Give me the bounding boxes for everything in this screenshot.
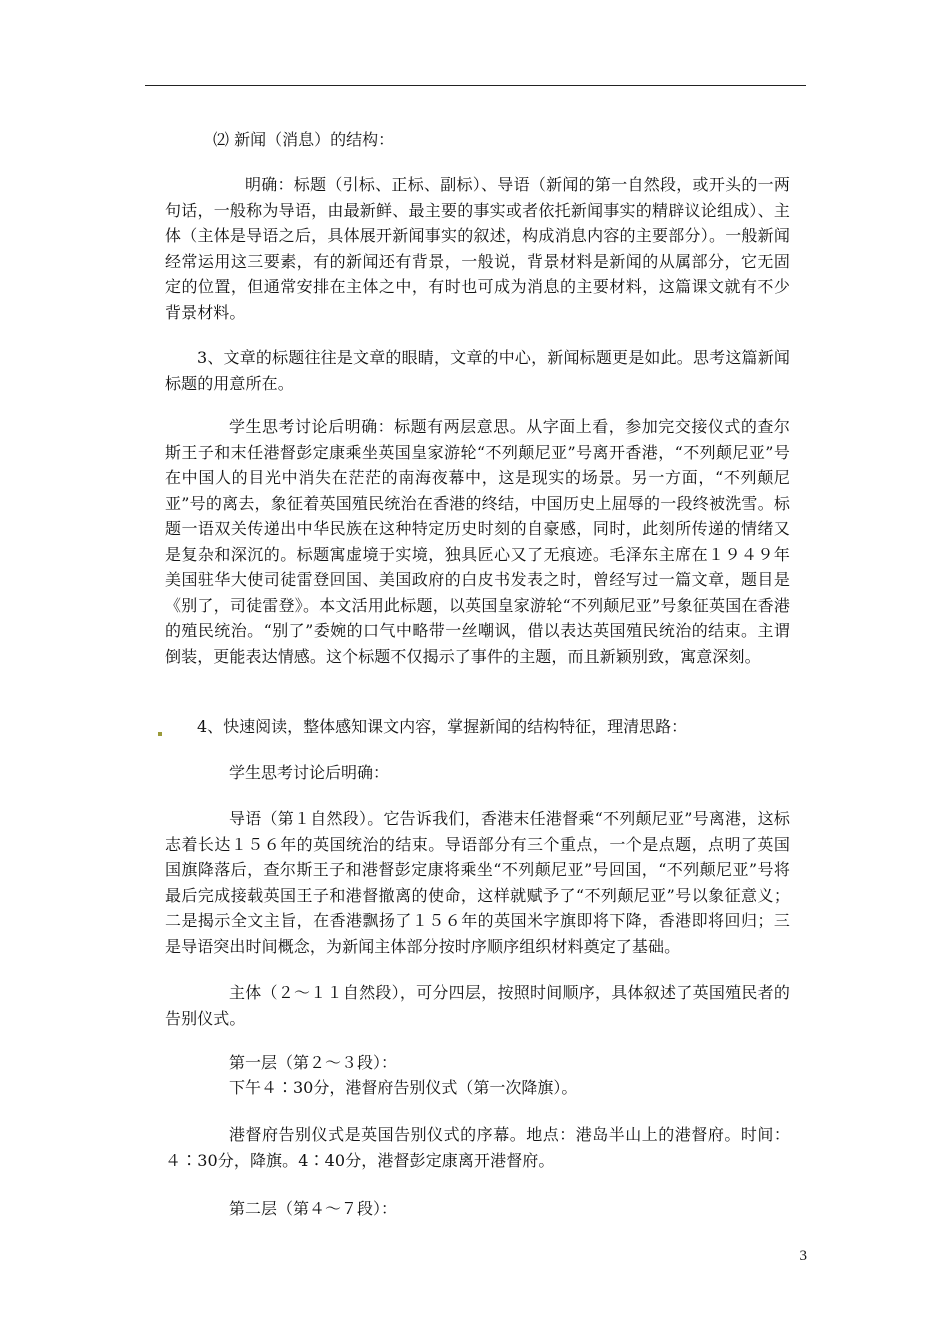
answer-4-intro: 学生思考讨论后明确： <box>229 763 390 782</box>
body-intro-paragraph: 主体（２～１１自然段），可分四层，按照时间顺序，具体叙述了英国殖民者的告别仪式。 <box>165 983 790 1028</box>
lead-paragraph: 导语（第１自然段）。它告诉我们，香港末任港督乘“不列颠尼亚”号离港，这标志着长达１５６年的英国统治的结束。导语部分有三个重点，一个是点题，点明了英国国旗降落后，查尔斯王子和港督彭定康将乘坐“不列颠尼亚”号回国，“不列颠尼亚”号将最后完成接载英国王子和港督撤离的使命，这样就赋予了“不列颠尼亚”号以象征意义；二是揭示全文主旨，在香港飘扬了１５６年的英国米字旗即将下降，香港即将回归；三是导语突出时间概念，为新闻主体部分按时序顺序组织材料奠定了基础。 <box>165 809 790 956</box>
layer-2-title: 第二层（第４～７段）： <box>229 1199 398 1218</box>
layer-1-subtitle: 下午４∶30分，港督府告别仪式（第一次降旗）。 <box>229 1078 578 1097</box>
header-rule <box>145 85 806 86</box>
structure-answer-paragraph: 明确：标题（引标、正标、副标）、导语（新闻的第一自然段，或开头的一两句话，一般称为导语，由最新鲜、最主要的事实或者依托新闻事实的精辟议论组成）、主体（主体是导语之后，具体展开新闻事实的叙述，构成消息内容的主要部分）。一般新闻经常运用这三要素，有的新闻还有背景，一般说，背景材料是新闻的从属部分，它无固定的位置，但通常安排在主体之中，有时也可成为消息的主要材料，这篇课文就有不少背景材料。 <box>165 175 790 322</box>
layer-1-description: 港督府告别仪式是英国告别仪式的序幕。地点：港岛半山上的港督府。时间：４∶30分，降旗。4∶40分，港督彭定康离开港督府。 <box>165 1125 790 1170</box>
page-number: 3 <box>799 1248 807 1264</box>
margin-dot <box>158 732 162 736</box>
question-4-paragraph: 4、快速阅读，整体感知课文内容，掌握新闻的结构特征，理清思路： <box>197 717 688 736</box>
answer-3-paragraph: 学生思考讨论后明确：标题有两层意思。从字面上看，参加完交接仪式的查尔斯王子和末任港督彭定康乘坐英国皇家游轮“不列颠尼亚”号离开香港，“不列颠尼亚”号在中国人的目光中消失在茫茫的南海夜幕中，这是现实的场景。另一方面，“不列颠尼亚”号的离去，象征着英国殖民统治在香港的终结，中国历史上屈辱的一段终被洗雪。标题一语双关传递出中华民族在这种特定历史时刻的自豪感，同时，此刻所传递的情绪又是复杂和深沉的。标题寓虚境于实境，独具匠心又了无痕迹。毛泽东主席在１９４９年美国驻华大使司徒雷登回国、美国政府的白皮书发表之时，曾经写过一篇文章，题目是《别了，司徒雷登》。本文活用此标题，以英国皇家游轮“不列颠尼亚”号象征英国在香港的殖民统治。“别了”委婉的口气中略带一丝嘲讽，借以表达英国殖民统治的结束。主谓倒装，更能表达情感。这个标题不仅揭示了事件的主题，而且新颖别致，寓意深刻。 <box>165 417 790 666</box>
section-heading: ⑵ 新闻（消息）的结构： <box>213 130 395 149</box>
question-3-paragraph: 3、文章的标题往往是文章的眼睛，文章的中心，新闻标题更是如此。思考这篇新闻标题的用意所在。 <box>165 348 790 393</box>
layer-1-title: 第一层（第２～３段）： <box>229 1053 398 1072</box>
